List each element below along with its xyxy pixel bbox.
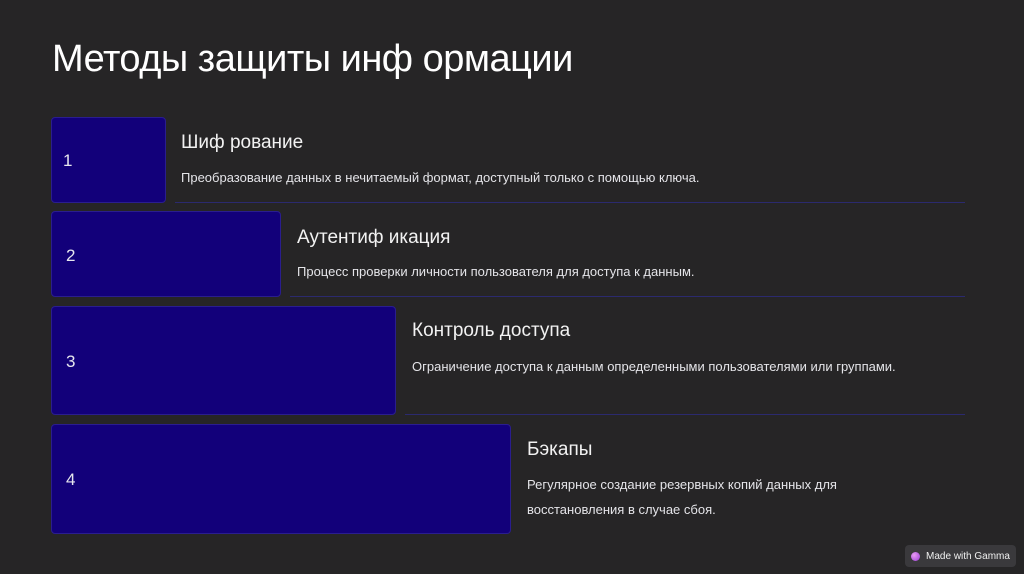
badge-label: Made with Gamma <box>926 550 1010 562</box>
step-4-description: Регулярное создание резервных копий данных для восстановления в случае сбоя. <box>527 477 837 517</box>
step-2-description: Процесс проверки личности пользователя для доступа к данным. <box>297 264 695 279</box>
step-3-number: 3 <box>66 352 76 371</box>
step-4-title: Бэкапы <box>527 439 593 460</box>
step-4-number: 4 <box>66 470 76 489</box>
step-2-divider <box>290 296 965 297</box>
step-2-number: 2 <box>66 246 76 265</box>
step-3-title: Контроль доступа <box>412 320 571 341</box>
step-1-number: 1 <box>63 151 73 170</box>
step-4-box <box>51 424 511 534</box>
step-2-box <box>51 211 281 297</box>
made-with-gamma-badge[interactable] <box>905 545 1016 567</box>
step-1-description: Преобразование данных в нечитаемый формат, доступный только с помощью ключа. <box>181 170 700 185</box>
step-3-divider <box>405 414 965 415</box>
step-3-box <box>51 306 396 415</box>
step-2-title: Аутентиф икация <box>297 227 451 248</box>
gamma-logo-icon <box>911 552 920 561</box>
step-1-title: Шиф рование <box>181 132 304 153</box>
step-3-description: Ограничение доступа к данным определенными пользователями или группами. <box>412 359 896 374</box>
page-title: Методы защиты инф ормации <box>52 38 573 80</box>
step-1-divider <box>175 202 965 203</box>
